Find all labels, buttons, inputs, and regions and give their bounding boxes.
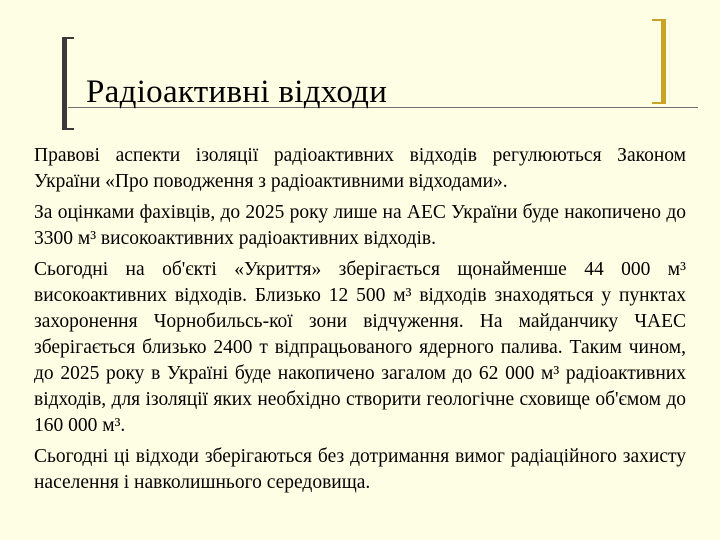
slide-body <box>34 143 686 501</box>
slide-title: Радіоактивні відходи <box>86 74 388 110</box>
right-bracket-decoration <box>652 19 666 104</box>
paragraph-expert-estimate: За оцінками фахівців, до 2025 року лише на АЕС України буде накопичено до 3300 м³ високоактивних радіоактивних відходів. <box>34 202 686 249</box>
paragraph-ukryttia-storage: Сьогодні на об'єкті «Укриття» зберігається щонайменше 44 000 м³ високоактивних відходів. Близько 12 500 м³ відходів знаходяться у пунктах захоронення Чорнобильсь-кої зони відчуження. На майданчику ЧАЕС зберігається близько 2400 т відпрацьованого ядерного палива. Таким чином, до 2025 року в Україні буде накопичено загалом до 62 000 м³ радіоактивних відходів, для ізоляції яких необхідно створити геологічне сховище об'ємом до 160 000 м³. <box>34 259 686 436</box>
left-bracket-decoration <box>62 37 74 130</box>
paragraph-current-storage: Сьогодні ці відходи зберігаються без дотримання вимог радіаційного захисту населення і навколишнього середовища. <box>34 446 686 493</box>
paragraph-legal-aspects: Правові аспекти ізоляції радіоактивних відходів регулюються Законом України «Про поводження з радіоактивними відходами». <box>34 145 686 192</box>
